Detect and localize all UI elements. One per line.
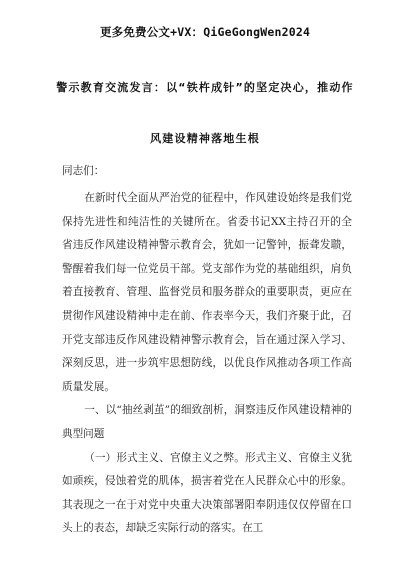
document-body — [62, 187, 352, 541]
document-title-line-1: 警示教育交流发言：以“铁杵成针”的坚定决心，推动作 — [56, 81, 354, 94]
subsection-paragraph-1: （一）形式主义、官僚主义之弊。形式主义、官僚主义犹如顽疾，侵蚀着党的肌体，损害着党在人民群众心中的形象。其表现之一在于对党中央重大决策部署阳奉阴违仅仅停留在口头上的表态，却缺乏实际行动的落实。在工 — [62, 451, 352, 535]
document-title-line-2: 风建设精神落地生根 — [150, 132, 260, 145]
watermark-header: 更多免费公文+VX：QiGeGongWen2024 — [99, 25, 311, 39]
intro-paragraph: 在新时代全面从严治党的征程中，作风建设始终是我们党保持先进性和纯洁性的关键所在。省委书记XX主持召开的全省违反作风建设精神警示教育会，犹如一记警钟，振聋发聩，警醒着我们每一位党员干部。党支部作为党的基础组织，肩负着直接教育、管理、监督党员和服务群众的重要职责，更应在贯彻作风建设精神中走在前、作表率今天，我们齐聚于此，召开党支部违反作风建设精神警示教育会，旨在通过深入学习、深刻反思，进一步筑牢思想防线，以优良作风推动各项工作高质量发展。 — [62, 192, 352, 393]
section-heading-1: 一、以“抽丝剥茧”的细致剖析，洞察违反作风建设精神的典型问题 — [62, 404, 352, 440]
salutation: 同志们： — [62, 165, 105, 177]
